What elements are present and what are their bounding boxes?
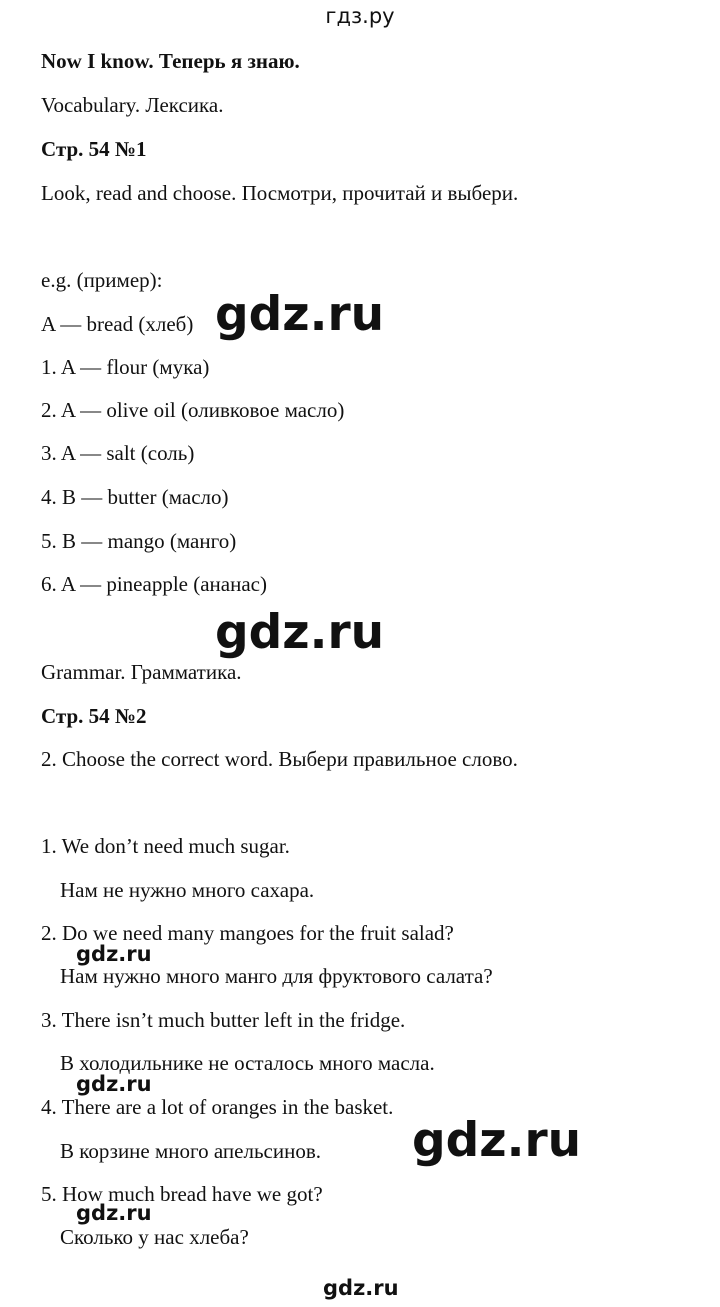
section-subtitle-vocabulary: Vocabulary. Лексика. bbox=[41, 93, 224, 117]
sentence-en: 4. There are a lot of oranges in the basket. bbox=[41, 1095, 394, 1119]
sentence-ru: В холодильнике не осталось много масла. bbox=[60, 1051, 435, 1075]
watermark: gdz.ru bbox=[215, 287, 385, 342]
watermark: gdz.ru bbox=[76, 1072, 152, 1096]
exercise-instruction-2: 2. Choose the correct word. Выбери правильное слово. bbox=[41, 747, 518, 771]
example-answer: A — bread (хлеб) bbox=[41, 312, 194, 336]
watermark: gdz.ru bbox=[323, 1276, 399, 1300]
watermark: gdz.ru bbox=[76, 1201, 152, 1225]
answer-item: 2. A — olive oil (оливковое масло) bbox=[41, 398, 345, 422]
sentence-en: 3. There isn’t much butter left in the fridge. bbox=[41, 1008, 406, 1032]
example-label: e.g. (пример): bbox=[41, 268, 163, 292]
site-header: гдз.ру bbox=[325, 4, 395, 28]
sentence-ru: Нам не нужно много сахара. bbox=[60, 878, 315, 902]
answer-item: 4. B — butter (масло) bbox=[41, 485, 229, 509]
exercise-ref-2: Стр. 54 №2 bbox=[41, 704, 147, 728]
sentence-ru: Нам нужно много манго для фруктового салата? bbox=[60, 964, 493, 988]
section-subtitle-grammar: Grammar. Грамматика. bbox=[41, 660, 242, 684]
watermark: gdz.ru bbox=[215, 605, 385, 660]
page-title: Now I know. Теперь я знаю. bbox=[41, 49, 300, 73]
answer-item: 1. A — flour (мука) bbox=[41, 355, 210, 379]
answer-item: 6. A — pineapple (ананас) bbox=[41, 572, 267, 596]
sentence-ru: Сколько у нас хлеба? bbox=[60, 1225, 249, 1249]
watermark: gdz.ru bbox=[412, 1113, 582, 1168]
sentence-ru: В корзине много апельсинов. bbox=[60, 1139, 321, 1163]
watermark: gdz.ru bbox=[76, 942, 152, 966]
answer-item: 3. A — salt (соль) bbox=[41, 441, 195, 465]
sentence-en: 2. Do we need many mangoes for the fruit salad? bbox=[41, 921, 454, 945]
exercise-ref-1: Стр. 54 №1 bbox=[41, 137, 147, 161]
exercise-instruction-1: Look, read and choose. Посмотри, прочитай и выбери. bbox=[41, 181, 519, 205]
sentence-en: 1. We don’t need much sugar. bbox=[41, 834, 290, 858]
sentence-en: 5. How much bread have we got? bbox=[41, 1182, 323, 1206]
answer-item: 5. B — mango (манго) bbox=[41, 529, 237, 553]
